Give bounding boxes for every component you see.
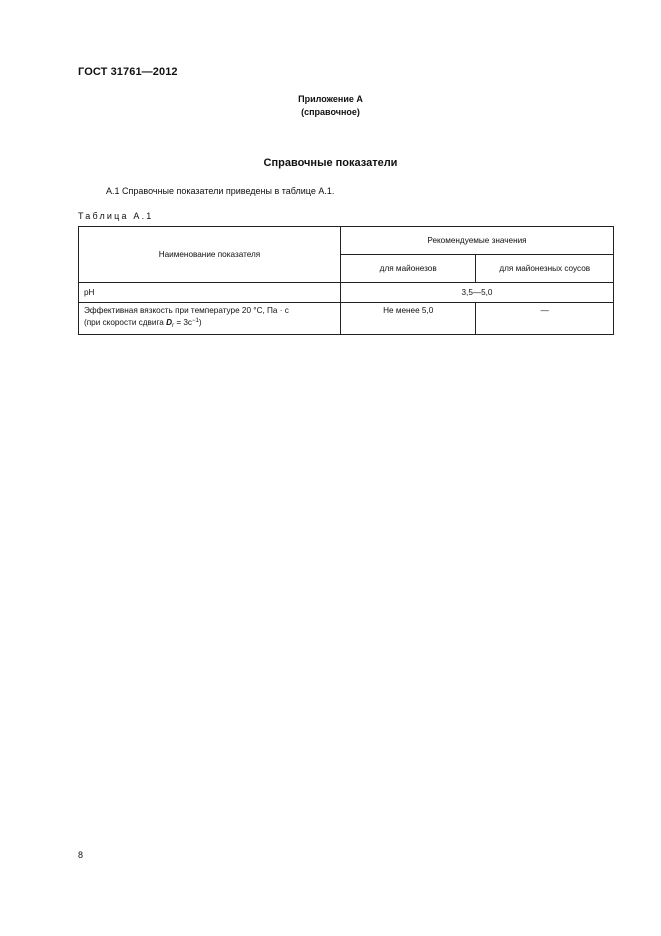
shear-rate-superscript: −1 — [192, 318, 199, 324]
table-row — [79, 303, 614, 335]
row-ph-value: 3,5—5,0 — [340, 283, 613, 303]
shear-rate-subscript: r — [172, 323, 175, 329]
appendix-title: Приложение А — [298, 94, 363, 104]
viscosity-line1: Эффективная вязкость при температуре 20 °С, Па · с — [84, 306, 289, 315]
table-row — [79, 283, 614, 303]
header-indicator-name: Наименование показателя — [79, 227, 341, 283]
header-recommended-values: Рекомендуемые значения — [340, 227, 613, 255]
viscosity-line2-prefix: (при скорости сдвига — [84, 318, 167, 327]
viscosity-suffix: ) — [198, 318, 202, 327]
row-ph-name: pH — [79, 283, 341, 303]
row-viscosity-name — [79, 303, 341, 335]
paragraph-a1: А.1 Справочные показатели приведены в таблице А.1. — [106, 186, 335, 196]
row-viscosity-mayonnaise: Не менее 5,0 — [340, 303, 476, 335]
appendix-subtitle: (справочное) — [301, 107, 360, 117]
reference-table — [78, 226, 614, 335]
shear-rate-symbol: D — [166, 318, 173, 327]
table-caption: Таблица А.1 — [78, 211, 154, 221]
row-viscosity-sauces: — — [476, 303, 614, 335]
document-number: ГОСТ 31761—2012 — [78, 66, 178, 78]
section-title: Справочные показатели — [263, 157, 398, 169]
header-mayonnaise: для майонезов — [340, 255, 476, 283]
page-number: 8 — [78, 850, 84, 860]
header-sauces: для майонезных соусов — [476, 255, 614, 283]
shear-rate-eq: = 3с — [174, 318, 193, 327]
